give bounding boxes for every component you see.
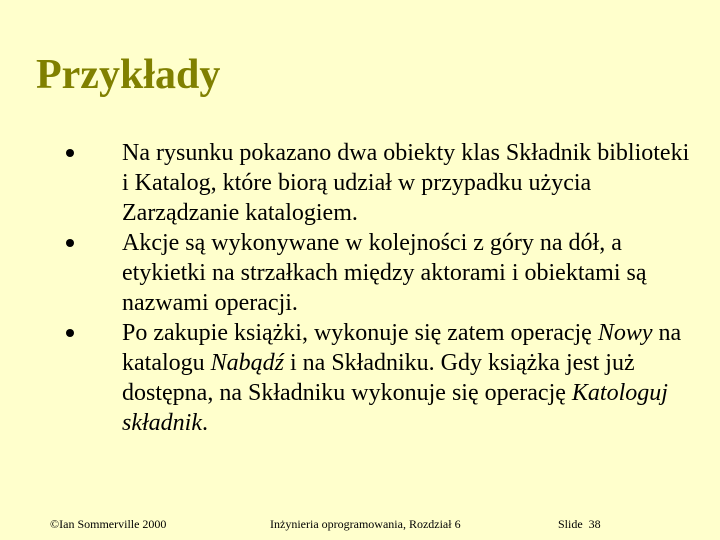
operation-name-nowy: Nowy <box>597 320 653 346</box>
bullet-text: Akcje są wykonywane w kolejności z góry na dół, a etykietki na strzałkach między aktorami i obiektami są nazwami operacji. <box>122 230 647 316</box>
bullet-text: Na rysunku pokazano dwa obiekty klas Składnik biblioteki i Katalog, które biorą udział w przypadku użycia Zarządzanie katalogiem. <box>122 140 690 226</box>
bullet-list <box>66 138 696 438</box>
bullet-item <box>66 228 696 318</box>
footer-slide-number <box>558 517 601 531</box>
slide-number: 38 <box>588 517 601 531</box>
bullet-dot-icon <box>66 329 74 337</box>
footer-course: Inżynieria oprogramowania, Rozdział 6 <box>270 517 461 531</box>
slide-label: Slide <box>558 517 583 531</box>
bullet-text-part: na katalogu <box>122 320 682 376</box>
slide-title: Przykłady <box>36 52 221 98</box>
bullet-dot-icon <box>66 149 74 157</box>
operation-name-nabadz: Nabądź <box>210 350 284 376</box>
footer-copyright: ©Ian Sommerville 2000 <box>50 517 167 531</box>
bullet-dot-icon <box>66 239 74 247</box>
bullet-text-part: . <box>201 410 208 436</box>
bullet-item <box>66 318 696 438</box>
bullet-text-part: i na Składniku. Gdy książka jest już dostępna, na Składniku wykonuje się operację <box>122 350 635 406</box>
operation-name-katologuj: Katologuj składnik <box>122 380 668 436</box>
bullet-text-part: Po zakupie książki, wykonuje się zatem operację <box>122 320 598 346</box>
bullet-item <box>66 138 696 228</box>
